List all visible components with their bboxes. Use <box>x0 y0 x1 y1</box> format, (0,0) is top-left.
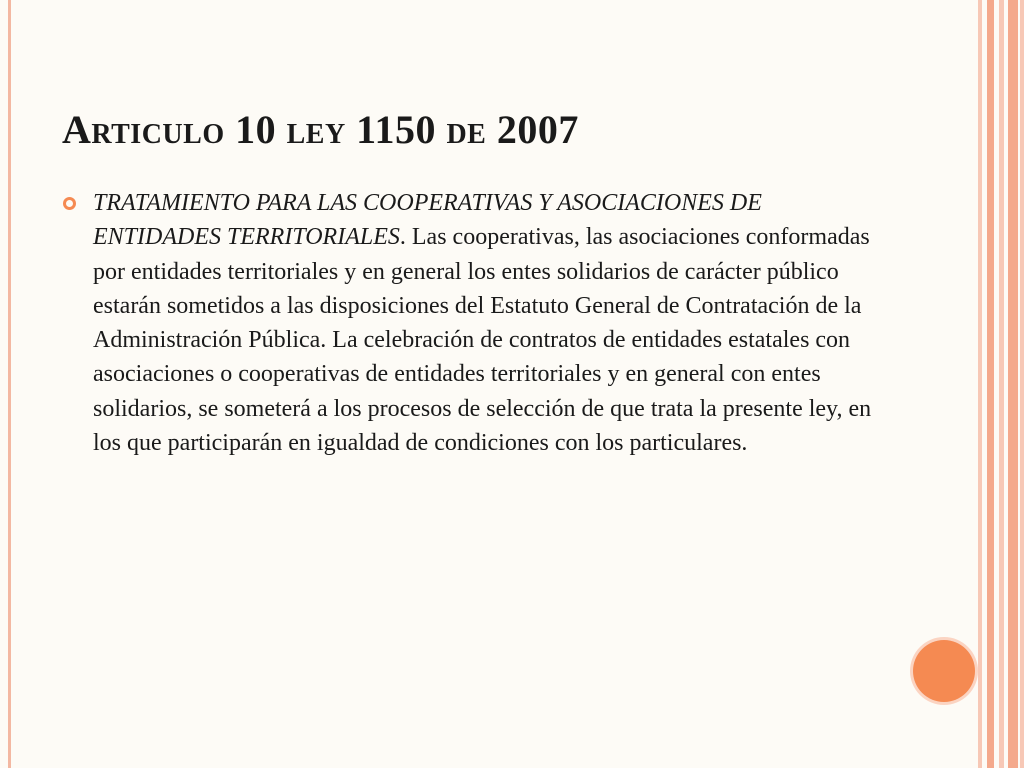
right-stripe-decoration <box>1020 0 1024 768</box>
bullet-icon <box>62 196 77 211</box>
slide-body-text: . Las cooperativas, las asociaciones conformadas por entidades territoriales y en general los entes solidarios de carácter público estarán sometidos a las disposiciones del Estatuto General de Contratación de la Administración Pública. La celebración de contratos de entidades estatales con asociaciones o cooperativas de entidades territoriales y en general con entes solidarios, se someterá a los procesos de selección de que trata la presente ley, en los que participarán en igualdad de condiciones con los particulares. <box>93 224 872 457</box>
right-stripe-decoration <box>1008 0 1018 768</box>
right-stripe-decoration <box>978 0 982 768</box>
left-border-decoration <box>8 0 11 768</box>
slide-heading: TRATAMIENTO PARA LAS COOPERATIVAS Y ASOCIACIONES DE ENTIDADES TERRITORIALES <box>93 190 762 251</box>
decorative-circle <box>913 640 975 702</box>
right-stripe-decoration <box>999 0 1004 768</box>
right-stripe-decoration <box>987 0 994 768</box>
slide-title: Articulo 10 ley 1150 de 2007 <box>62 107 579 152</box>
slide-body <box>93 186 883 460</box>
